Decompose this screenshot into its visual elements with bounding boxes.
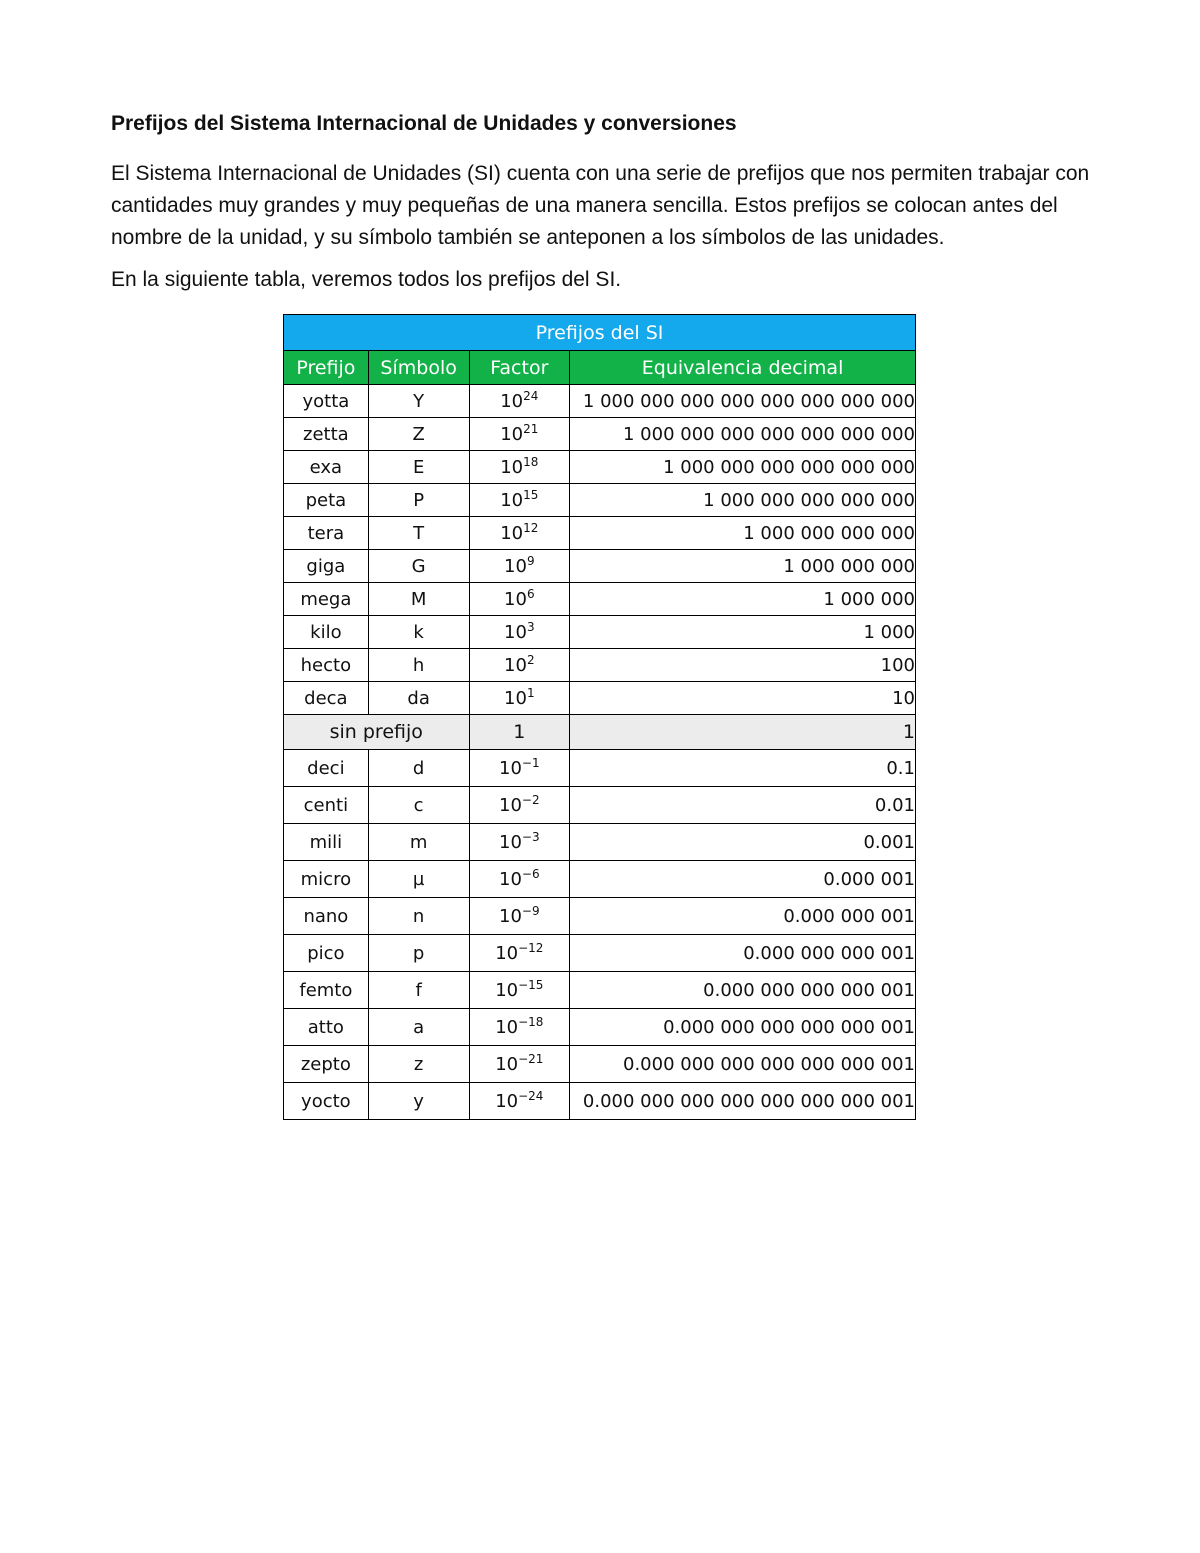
decimal-cell: 0.000 000 000 000 000 001 bbox=[570, 1009, 916, 1046]
factor-base: 10 bbox=[499, 831, 522, 853]
prefix-cell: kilo bbox=[284, 616, 369, 649]
factor-cell bbox=[469, 750, 570, 787]
factor-base: 10 bbox=[500, 522, 524, 544]
intro-paragraph: El Sistema Internacional de Unidades (SI) cuenta con una serie de prefijos que nos permiten trabajar con cantidades muy grandes y muy pequeñas de una manera sencilla. Estos prefijos se colocan antes del nombre de la unidad, y su símbolo también se anteponen a los símbolos de las unidades. bbox=[111, 162, 1090, 249]
factor-cell bbox=[469, 1046, 570, 1083]
symbol-cell: µ bbox=[368, 861, 469, 898]
factor-exponent: 15 bbox=[523, 487, 539, 502]
table-row bbox=[284, 616, 916, 649]
table-row bbox=[284, 418, 916, 451]
decimal-cell: 0.000 000 001 bbox=[570, 898, 916, 935]
factor-exponent: −12 bbox=[518, 940, 544, 955]
factor-exponent: −18 bbox=[518, 1014, 544, 1029]
header-factor: Factor bbox=[469, 351, 570, 385]
table-title-row bbox=[284, 315, 916, 351]
table-title: Prefijos del SI bbox=[284, 315, 916, 351]
decimal-cell: 0.000 000 000 001 bbox=[570, 935, 916, 972]
decimal-cell: 100 bbox=[570, 649, 916, 682]
table-row bbox=[284, 972, 916, 1009]
factor-cell bbox=[469, 451, 570, 484]
symbol-cell: P bbox=[368, 484, 469, 517]
symbol-cell: y bbox=[368, 1083, 469, 1120]
table-row bbox=[284, 861, 916, 898]
factor-base: 10 bbox=[495, 942, 519, 964]
factor-exponent: 9 bbox=[526, 553, 535, 568]
factor-exponent: −9 bbox=[521, 903, 540, 918]
decimal-cell: 0.1 bbox=[570, 750, 916, 787]
prefix-cell: yocto bbox=[284, 1083, 369, 1120]
table-row bbox=[284, 1083, 916, 1120]
factor-cell bbox=[469, 517, 570, 550]
table-row bbox=[284, 898, 916, 935]
decimal-cell: 0.000 001 bbox=[570, 861, 916, 898]
prefix-cell: zetta bbox=[284, 418, 369, 451]
symbol-cell: z bbox=[368, 1046, 469, 1083]
prefix-cell: yotta bbox=[284, 385, 369, 418]
factor-exponent: 2 bbox=[526, 652, 535, 667]
table-header-row bbox=[284, 351, 916, 385]
symbol-cell: d bbox=[368, 750, 469, 787]
decimal-cell: 0.001 bbox=[570, 824, 916, 861]
decimal-cell: 1 000 000 000 000 000 000 bbox=[570, 451, 916, 484]
symbol-cell: k bbox=[368, 616, 469, 649]
decimal-cell: 1 000 000 bbox=[570, 583, 916, 616]
symbol-cell: p bbox=[368, 935, 469, 972]
symbol-cell: da bbox=[368, 682, 469, 715]
neutral-decimal-cell: 1 bbox=[570, 715, 916, 750]
table-row bbox=[284, 517, 916, 550]
factor-cell bbox=[469, 484, 570, 517]
neutral-factor-cell: 1 bbox=[469, 715, 570, 750]
prefix-cell: deci bbox=[284, 750, 369, 787]
header-decimal: Equivalencia decimal bbox=[570, 351, 916, 385]
factor-exponent: −3 bbox=[521, 829, 540, 844]
factor-cell bbox=[469, 787, 570, 824]
symbol-cell: c bbox=[368, 787, 469, 824]
factor-exponent: −2 bbox=[521, 792, 540, 807]
table-row bbox=[284, 1009, 916, 1046]
page-title: Prefijos del Sistema Internacional de Unidades y conversiones bbox=[111, 112, 737, 135]
symbol-cell: a bbox=[368, 1009, 469, 1046]
prefix-cell: atto bbox=[284, 1009, 369, 1046]
symbol-cell: Y bbox=[368, 385, 469, 418]
symbol-cell: G bbox=[368, 550, 469, 583]
decimal-cell: 0.000 000 000 000 000 000 000 001 bbox=[570, 1083, 916, 1120]
prefix-cell: centi bbox=[284, 787, 369, 824]
prefix-cell: deca bbox=[284, 682, 369, 715]
table-row bbox=[284, 1046, 916, 1083]
table-row bbox=[284, 682, 916, 715]
factor-base: 10 bbox=[504, 621, 527, 643]
factor-cell bbox=[469, 1083, 570, 1120]
factor-base: 10 bbox=[495, 1053, 519, 1075]
table-row bbox=[284, 484, 916, 517]
factor-exponent: −15 bbox=[518, 977, 544, 992]
factor-base: 10 bbox=[500, 390, 524, 412]
table-row bbox=[284, 649, 916, 682]
factor-base: 10 bbox=[495, 1016, 519, 1038]
factor-cell bbox=[469, 682, 570, 715]
prefix-cell: zepto bbox=[284, 1046, 369, 1083]
decimal-cell: 1 000 000 000 000 bbox=[570, 517, 916, 550]
decimal-cell: 0.000 000 000 000 001 bbox=[570, 972, 916, 1009]
symbol-cell: m bbox=[368, 824, 469, 861]
si-prefix-table bbox=[283, 314, 916, 1120]
factor-base: 10 bbox=[499, 905, 522, 927]
factor-cell bbox=[469, 1009, 570, 1046]
header-prefix: Prefijo bbox=[284, 351, 369, 385]
factor-base: 10 bbox=[504, 687, 527, 709]
factor-base: 10 bbox=[499, 794, 522, 816]
factor-cell bbox=[469, 972, 570, 1009]
prefix-cell: peta bbox=[284, 484, 369, 517]
factor-base: 10 bbox=[504, 654, 527, 676]
symbol-cell: M bbox=[368, 583, 469, 616]
symbol-cell: T bbox=[368, 517, 469, 550]
factor-base: 10 bbox=[500, 456, 524, 478]
symbol-cell: f bbox=[368, 972, 469, 1009]
factor-base: 10 bbox=[495, 1090, 519, 1112]
factor-exponent: 1 bbox=[526, 685, 535, 700]
decimal-cell: 1 000 000 000 000 000 bbox=[570, 484, 916, 517]
factor-cell bbox=[469, 418, 570, 451]
factor-base: 10 bbox=[500, 489, 524, 511]
prefix-cell: hecto bbox=[284, 649, 369, 682]
table-row bbox=[284, 583, 916, 616]
factor-base: 10 bbox=[504, 555, 527, 577]
prefix-cell: giga bbox=[284, 550, 369, 583]
table-row bbox=[284, 824, 916, 861]
table-row bbox=[284, 750, 916, 787]
factor-base: 10 bbox=[499, 868, 522, 890]
factor-exponent: 6 bbox=[526, 586, 535, 601]
factor-base: 10 bbox=[495, 979, 519, 1001]
factor-exponent: −24 bbox=[518, 1088, 544, 1103]
symbol-cell: n bbox=[368, 898, 469, 935]
factor-exponent: 18 bbox=[523, 454, 539, 469]
decimal-cell: 0.000 000 000 000 000 000 001 bbox=[570, 1046, 916, 1083]
neutral-label-cell: sin prefijo bbox=[284, 715, 470, 750]
decimal-cell: 1 000 000 000 000 000 000 000 bbox=[570, 418, 916, 451]
prefix-cell: micro bbox=[284, 861, 369, 898]
decimal-cell: 0.01 bbox=[570, 787, 916, 824]
factor-exponent: 21 bbox=[523, 421, 539, 436]
prefix-cell: femto bbox=[284, 972, 369, 1009]
decimal-cell: 1 000 bbox=[570, 616, 916, 649]
factor-exponent: −1 bbox=[521, 755, 540, 770]
table-row bbox=[284, 787, 916, 824]
factor-cell bbox=[469, 649, 570, 682]
decimal-cell: 10 bbox=[570, 682, 916, 715]
prefix-cell: mili bbox=[284, 824, 369, 861]
neutral-row bbox=[284, 715, 916, 750]
symbol-cell: h bbox=[368, 649, 469, 682]
factor-cell bbox=[469, 616, 570, 649]
table-row bbox=[284, 385, 916, 418]
factor-cell bbox=[469, 583, 570, 616]
symbol-cell: Z bbox=[368, 418, 469, 451]
table-row bbox=[284, 451, 916, 484]
factor-base: 10 bbox=[500, 423, 524, 445]
decimal-cell: 1 000 000 000 bbox=[570, 550, 916, 583]
prefix-cell: exa bbox=[284, 451, 369, 484]
lead-paragraph: En la siguiente tabla, veremos todos los prefijos del SI. bbox=[111, 268, 622, 291]
header-symbol: Símbolo bbox=[368, 351, 469, 385]
symbol-cell: E bbox=[368, 451, 469, 484]
factor-cell bbox=[469, 861, 570, 898]
factor-cell bbox=[469, 935, 570, 972]
prefix-cell: pico bbox=[284, 935, 369, 972]
table-row bbox=[284, 935, 916, 972]
factor-base: 10 bbox=[499, 757, 522, 779]
factor-exponent: −6 bbox=[521, 866, 540, 881]
factor-exponent: 24 bbox=[523, 388, 539, 403]
factor-base: 10 bbox=[504, 588, 527, 610]
factor-cell bbox=[469, 824, 570, 861]
factor-cell bbox=[469, 385, 570, 418]
prefix-cell: mega bbox=[284, 583, 369, 616]
factor-cell bbox=[469, 550, 570, 583]
table-row bbox=[284, 550, 916, 583]
factor-cell bbox=[469, 898, 570, 935]
factor-exponent: −21 bbox=[518, 1051, 544, 1066]
prefix-cell: tera bbox=[284, 517, 369, 550]
factor-exponent: 12 bbox=[523, 520, 539, 535]
decimal-cell: 1 000 000 000 000 000 000 000 000 bbox=[570, 385, 916, 418]
table-body bbox=[284, 385, 916, 1120]
prefix-cell: nano bbox=[284, 898, 369, 935]
factor-exponent: 3 bbox=[526, 619, 535, 634]
